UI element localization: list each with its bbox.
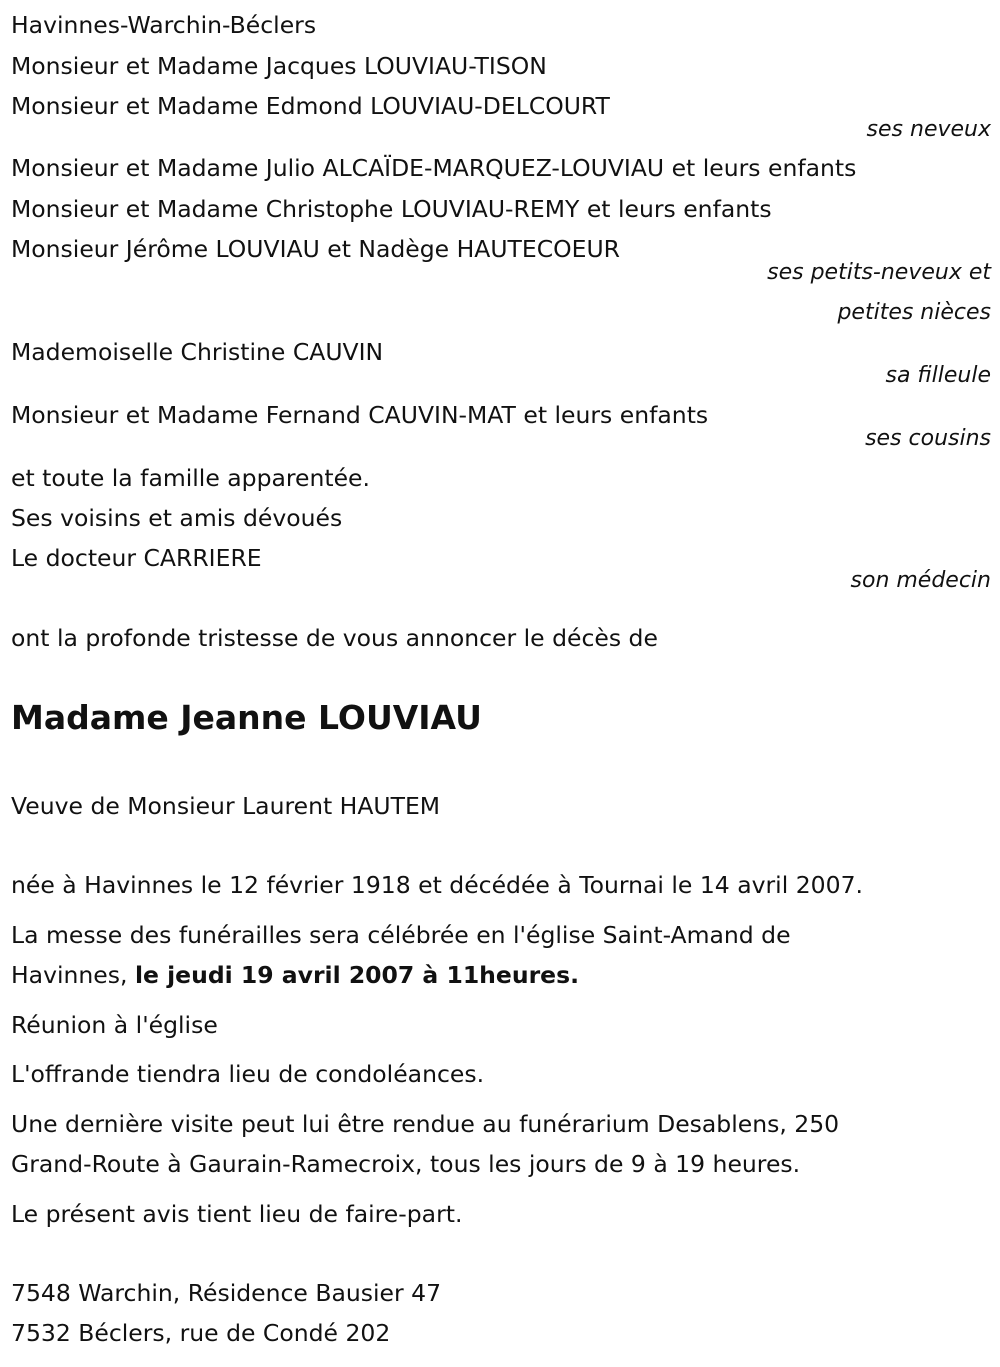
family-member: Monsieur Jérôme LOUVIAU et Nadège HAUTECOEUR <box>11 235 621 263</box>
visit-line-1: Une dernière visite peut lui être rendue au funérarium Desablens, 250 <box>11 1110 840 1138</box>
relation-label: ses cousins <box>865 426 991 451</box>
announcement: ont la profonde tristesse de vous annoncer le décès de <box>11 624 658 652</box>
family-member: Monsieur et Madame Julio ALCAÏDE-MARQUEZ-LOUVIAU et leurs enfants <box>11 154 857 182</box>
location-line: Havinnes-Warchin-Béclers <box>11 11 317 39</box>
widow-of: Veuve de Monsieur Laurent HAUTEM <box>11 792 441 820</box>
offering-info: L'offrande tiendra lieu de condoléances. <box>11 1060 485 1088</box>
family-member: Ses voisins et amis dévoués <box>11 504 343 532</box>
mass-location: Havinnes, <box>11 961 135 989</box>
address: 7532 Béclers, rue de Condé 202 <box>11 1319 391 1347</box>
family-member: Le docteur CARRIERE <box>11 544 262 572</box>
address: 7548 Warchin, Résidence Bausier 47 <box>11 1279 442 1307</box>
mass-line-2 <box>11 960 579 990</box>
relation-label: ses neveux <box>866 117 991 142</box>
family-member: Monsieur et Madame Edmond LOUVIAU-DELCOURT <box>11 92 610 120</box>
mass-datetime: le jeudi 19 avril 2007 à 11heures. <box>134 961 580 989</box>
family-member: Monsieur et Madame Fernand CAUVIN-MAT et leurs enfants <box>11 401 709 429</box>
relation-label: petites nièces <box>837 300 991 325</box>
family-member: Monsieur et Madame Christophe LOUVIAU-REMY et leurs enfants <box>11 195 772 223</box>
mass-line-1: La messe des funérailles sera célébrée en l'église Saint-Amand de <box>11 921 791 949</box>
deceased-name: Madame Jeanne LOUVIAU <box>11 698 482 737</box>
notice: Le présent avis tient lieu de faire-part. <box>11 1200 463 1228</box>
meeting-info: Réunion à l'église <box>11 1011 218 1039</box>
relation-label: ses petits-neveux et <box>767 260 991 285</box>
visit-line-2: Grand-Route à Gaurain-Ramecroix, tous les jours de 9 à 19 heures. <box>11 1150 801 1178</box>
family-member: Mademoiselle Christine CAUVIN <box>11 338 384 366</box>
birth-death-dates: née à Havinnes le 12 février 1918 et décédée à Tournai le 14 avril 2007. <box>11 871 863 899</box>
relation-label: sa filleule <box>885 363 991 388</box>
family-member: Monsieur et Madame Jacques LOUVIAU-TISON <box>11 52 547 80</box>
family-member: et toute la famille apparentée. <box>11 464 370 492</box>
relation-label: son médecin <box>850 568 991 593</box>
